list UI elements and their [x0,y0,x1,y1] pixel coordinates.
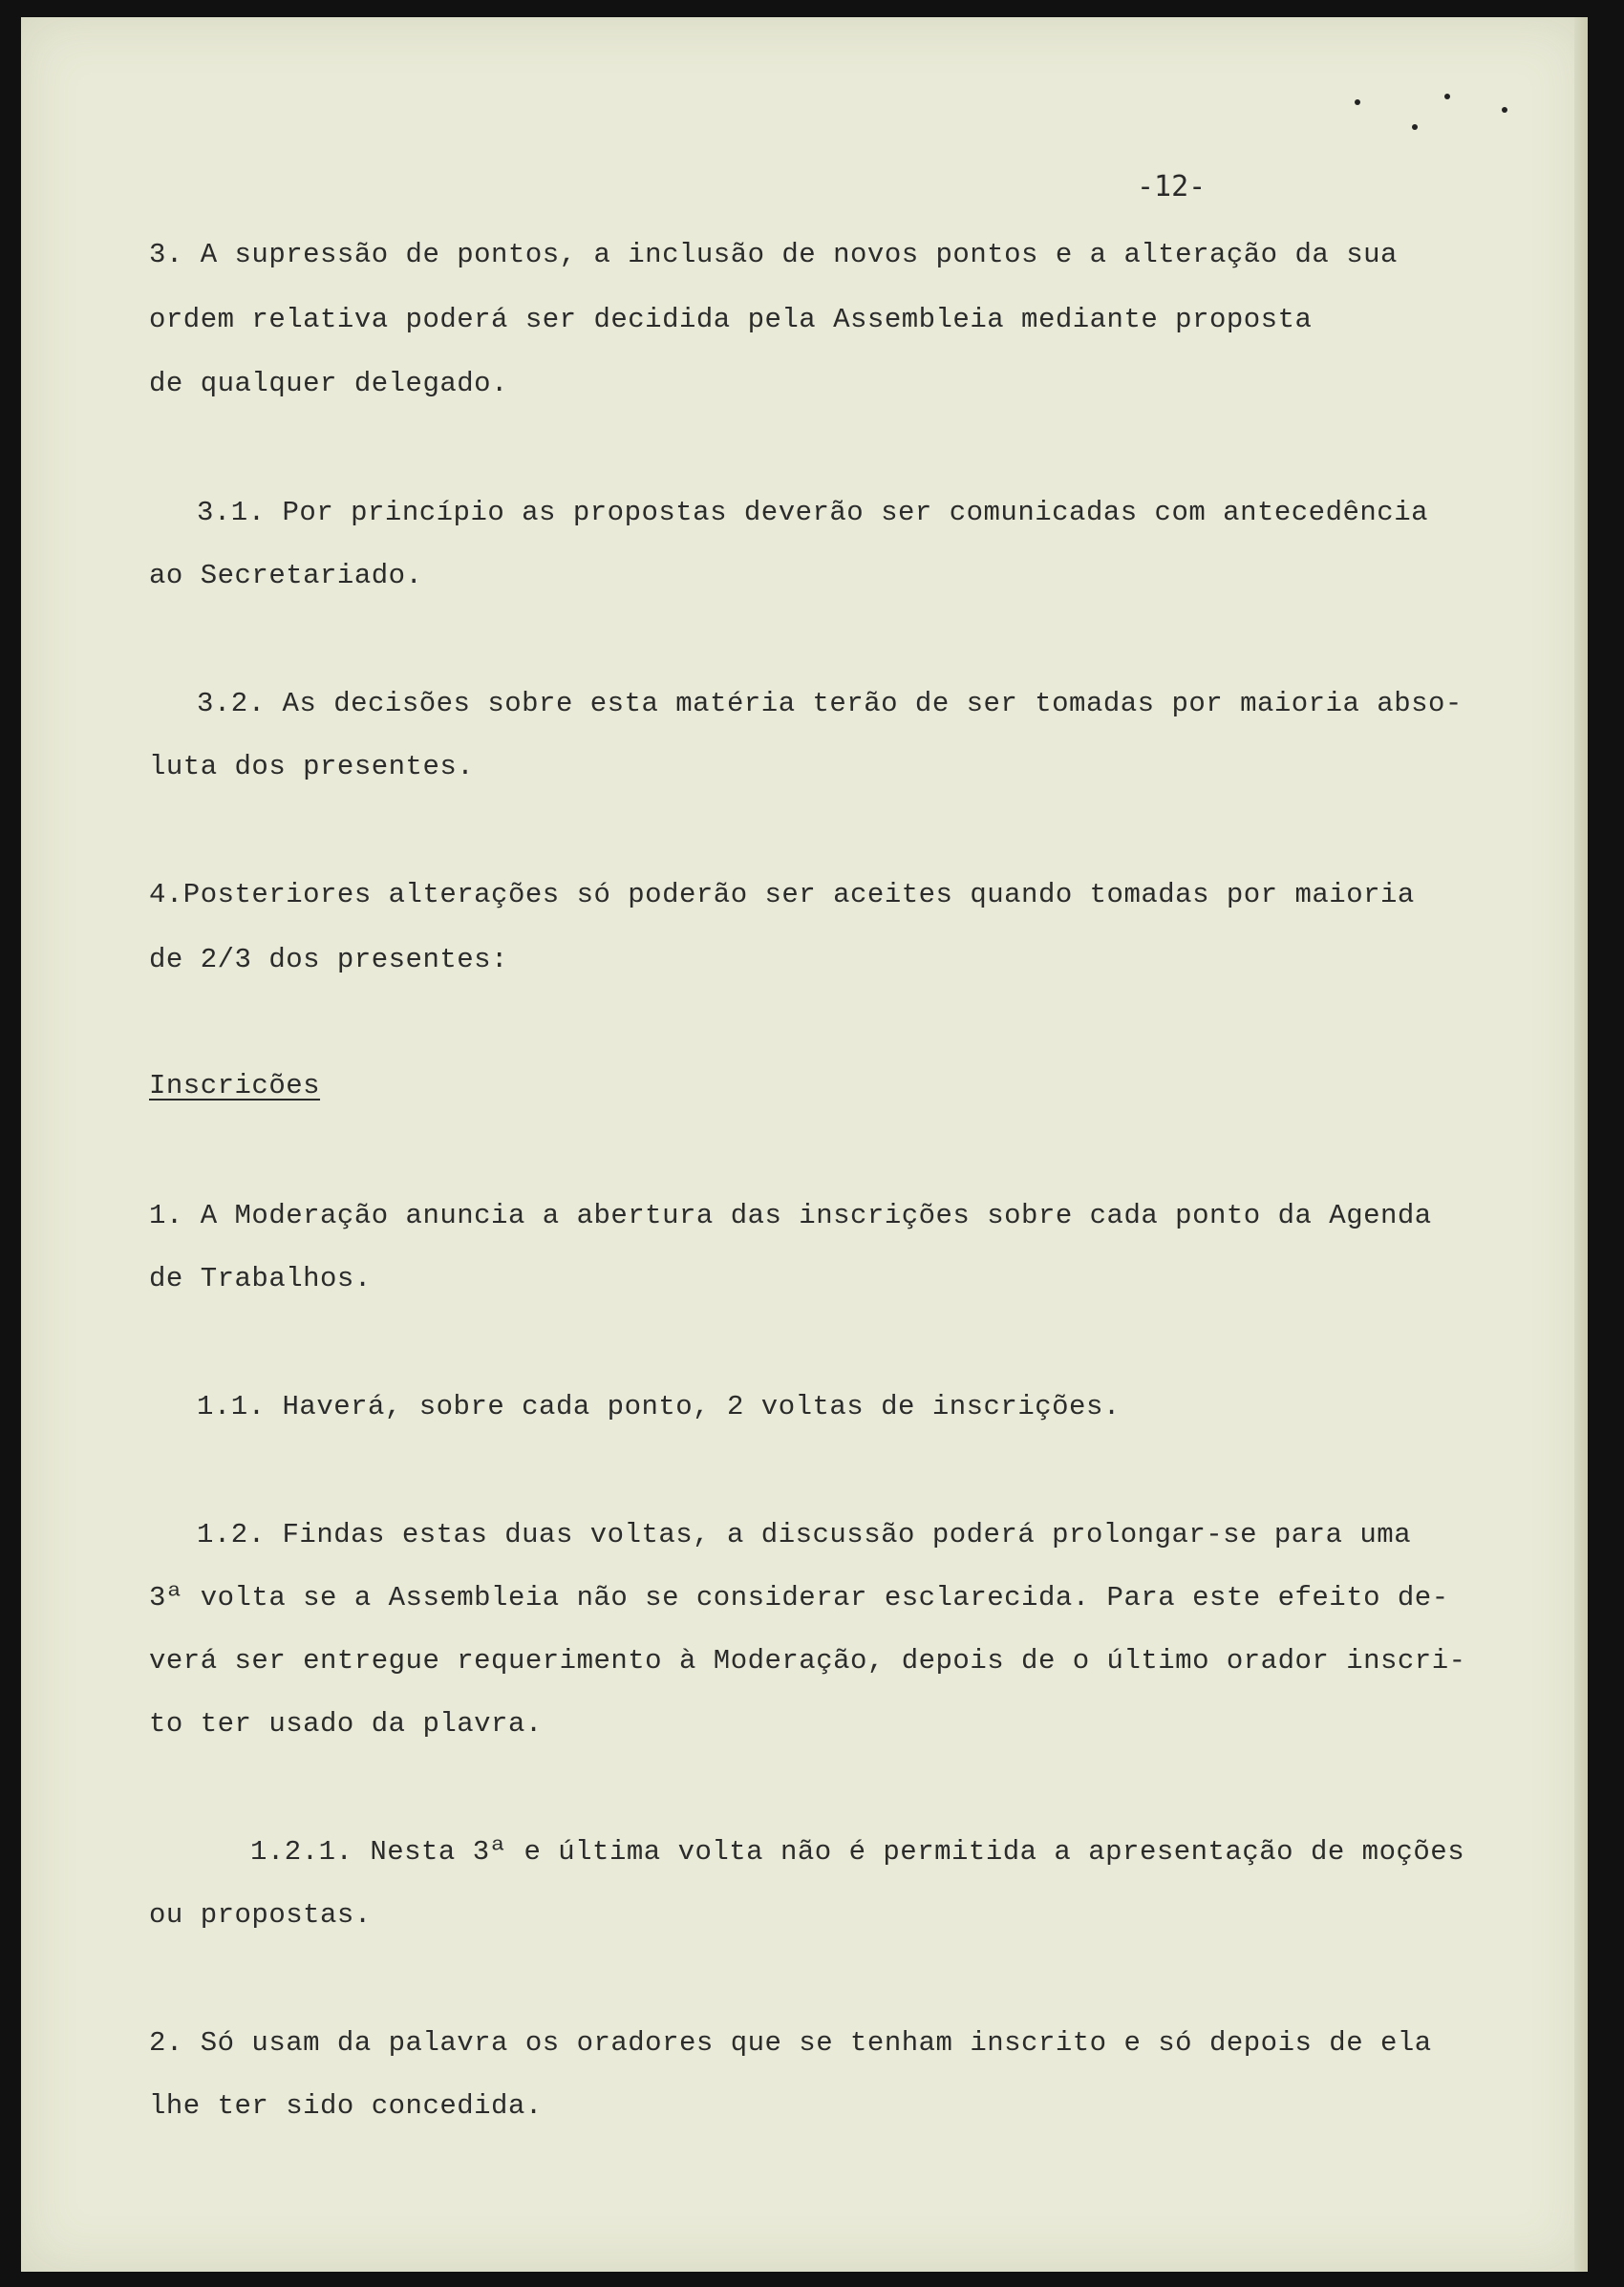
section-heading: Inscricões [149,1070,321,1101]
text-line: 3. A supressão de pontos, a inclusão de novos pontos e a alteração da sua [149,239,1398,270]
text-line: ou propostas. [149,1899,372,1931]
text-line: 2. Só usam da palavra os oradores que se tenham inscrito e só depois de ela [149,2027,1432,2059]
text-line: 1.1. Haverá, sobre cada ponto, 2 voltas de inscrições. [197,1391,1121,1422]
text-line: de Trabalhos. [149,1263,372,1294]
text-line: de 2/3 dos presentes: [149,944,508,975]
text-line: ordem relativa poderá ser decidida pela Assembleia mediante proposta [149,304,1313,335]
text-line: lhe ter sido concedida. [149,2090,543,2122]
text-line: 3.1. Por princípio as propostas deverão ser comunicadas com antecedência [197,497,1429,528]
text-line: to ter usado da plavra. [149,1708,543,1740]
text-line: 3.2. As decisões sobre esta matéria terão de ser tomadas por maioria abso- [197,688,1463,719]
text-line: 3ª volta se a Assembleia não se considerar esclarecida. Para este efeito de- [149,1582,1449,1614]
text-line: verá ser entregue requerimento à Moderação, depois de o último orador inscri- [149,1645,1466,1677]
text-line: 1. A Moderação anuncia a abertura das inscrições sobre cada ponto da Agenda [149,1200,1432,1231]
text-line: luta dos presentes. [149,751,475,782]
text-line: 1.2. Findas estas duas voltas, a discussão poderá prolongar-se para uma [197,1519,1412,1550]
page-number: -12- [1137,170,1207,203]
text-line: 4.Posteriores alterações só poderão ser aceites quando tomadas por maioria [149,879,1415,910]
text-line: 1.2.1. Nesta 3ª e última volta não é permitida a apresentação de moções [250,1836,1465,1868]
text-line: de qualquer delegado. [149,368,508,399]
text-line: ao Secretariado. [149,560,423,591]
